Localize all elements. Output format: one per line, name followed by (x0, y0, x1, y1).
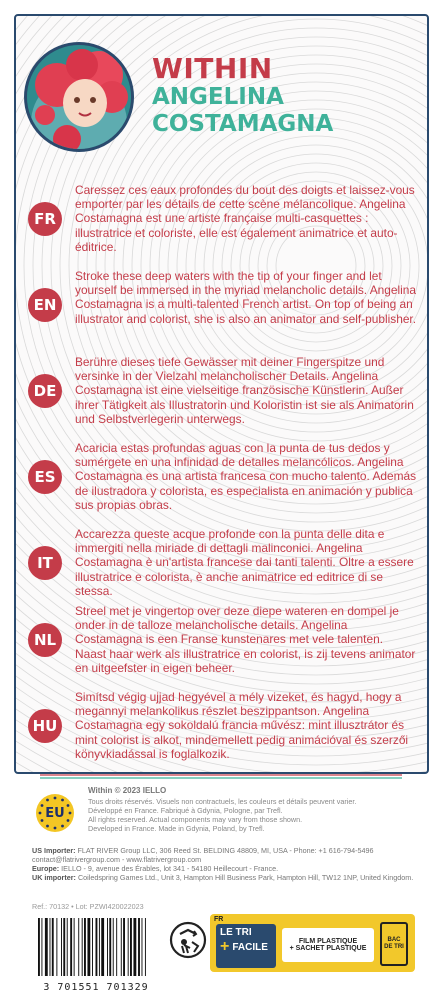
recycling-info (210, 914, 415, 972)
us-importer-label: US Importer: (32, 846, 76, 855)
language-text: Stroke these deep waters with the tip of your finger and let yourself be immersed in the myriad melancholic details. Angelina Costamagna is a multi-talented French artist. On top of being an illustrator and colorist, she is also an animator and self-publisher. (75, 269, 417, 326)
language-badge: ES (28, 460, 62, 494)
language-text: Streel met je vingertop over deze diepe wateren en dompel je onder in de talloze melancholische details. Angelina Costamagna is een Franse kunstenares met vele talenten. Naast haar werk als illustratrice en colorist, is zij tevens animator en uitgeefster in eigen beheer. (75, 604, 416, 675)
eu-badge (36, 794, 74, 832)
barcode-bars (32, 918, 160, 976)
uk-importer (32, 873, 432, 882)
bin-label: BAC DE TRI (384, 937, 404, 950)
uk-label: UK importer: (32, 873, 76, 882)
reference-lot: Ref.: 70132 • Lot: PZWI420022023 (32, 902, 144, 911)
europe-text: IELLO - 9, avenue des Érables, lot 341 - 54180 Heillecourt - France. (61, 864, 279, 873)
language-text: Acaricia estas profundas aguas con la punta de tus dedos y sumérgete en una infinidad de detalles melancólicos. Angelina Costamagna es una artista francesa con mucho talento. Además de ilustradora y colorista, es especialista en animación y publica sus propias obras. (75, 441, 417, 512)
section-divider (40, 260, 402, 262)
barcode-digits: 3 701551 701329 (43, 982, 149, 993)
material-bag: + SACHET PLASTIQUE (289, 945, 367, 952)
us-contact: contact@flatrivergroup.com - www.flatrivergroup.com (32, 855, 202, 864)
game-title: WITHIN (152, 52, 273, 85)
section-divider (40, 432, 402, 434)
language-badge: DE (28, 374, 62, 408)
section-divider (40, 346, 402, 348)
language-text: Simítsd végig ujjad hegyével a mély vizeket, és hagyd, hogy a megannyi melankolikus részlet beszippantson. Angelina Costamagna egy sokoldalú francia művész: mint illusztrátor és mint colorist is alkot, mindemellett pedig animációval és szerzői könyvkiadással is foglalkozik. (75, 690, 409, 761)
language-badge: FR (28, 202, 62, 236)
author-first-name: ANGELINA (152, 84, 284, 110)
section-divider (40, 681, 402, 683)
barcode (32, 918, 160, 993)
legal-notice (88, 797, 428, 833)
uk-text: Coiledspring Games Ltd., Unit 3, Hampton Hill Business Park, Hampton Hill, TW12 1NP, United Kingdom. (77, 873, 414, 882)
section-divider (40, 518, 402, 520)
recycle-country: FR (214, 916, 224, 923)
language-text: Accarezza queste acque profonde con la punta delle dita e immergiti nella miriade di dettagli malinconici. Angelina Costamagna è un'artista francese dai tanti talenti. Oltre a essere illustratrice e colorista, è anche animatrice ed editrice di se stessa. (75, 527, 414, 598)
plus-label: + (220, 938, 230, 955)
language-badge: IT (28, 546, 62, 580)
facile-label: FACILE (232, 941, 268, 953)
legal-line: Developed in France. Made in Gdynia, Poland, by Trefl. (88, 824, 265, 833)
author-last-name: COSTAMAGNA (152, 111, 334, 137)
le-tri-facile-logo (216, 924, 276, 968)
legal-line: Développé en France. Fabriqué à Gdynia, Pologne, par Trefl. (88, 806, 283, 815)
europe-label: Europe: (32, 864, 60, 873)
language-text: Berühre dieses tiefe Gewässer mit deiner Fingerspitze und versinke in der Vielzahl melancholischer Details. Angelina Costamagna ist eine vielseitige französische Künstlerin. Außer ihrer Tätigkeit als Illustratorin und Koloristin ist sie als Animatorin und Selbstverlegerin unterwegs. (75, 355, 414, 426)
legal-line: All rights reserved. Actual components may vary from those shown. (88, 815, 303, 824)
language-badge: NL (28, 623, 62, 657)
material-film: FILM PLASTIQUE (298, 938, 358, 945)
us-importer (32, 846, 432, 855)
brand-copyright: Within © 2023 IELLO (88, 786, 167, 795)
us-importer-text: FLAT RIVER Group LLC, 306 Reed St. BELDING 48809, MI, USA - Phone: +1 616-794-5496 (77, 846, 374, 855)
title-block (152, 54, 333, 138)
recycle-bin-icon (380, 922, 408, 966)
artist-portrait (24, 42, 134, 152)
le-tri-label: LE TRI (220, 927, 252, 938)
language-text: Caressez ces eaux profondes du bout des doigts et laissez-vous emporter par les détails de cette scène mélancolique. Angelina Costamagna est une artiste française multi-casquettes : illustratrice et coloriste, elle est également animatrice et auto-éditrice. (75, 183, 415, 254)
eu-label: EU (45, 805, 65, 821)
language-badge: EN (28, 288, 62, 322)
legal-line: Tous droits réservés. Visuels non contractuels, les couleurs et détails peuvent varier. (88, 797, 357, 806)
material-label (282, 928, 374, 962)
language-badge: HU (28, 709, 62, 743)
triman-recycle-icon (168, 920, 208, 960)
europe-importer (32, 864, 432, 873)
footer-divider (40, 774, 402, 780)
